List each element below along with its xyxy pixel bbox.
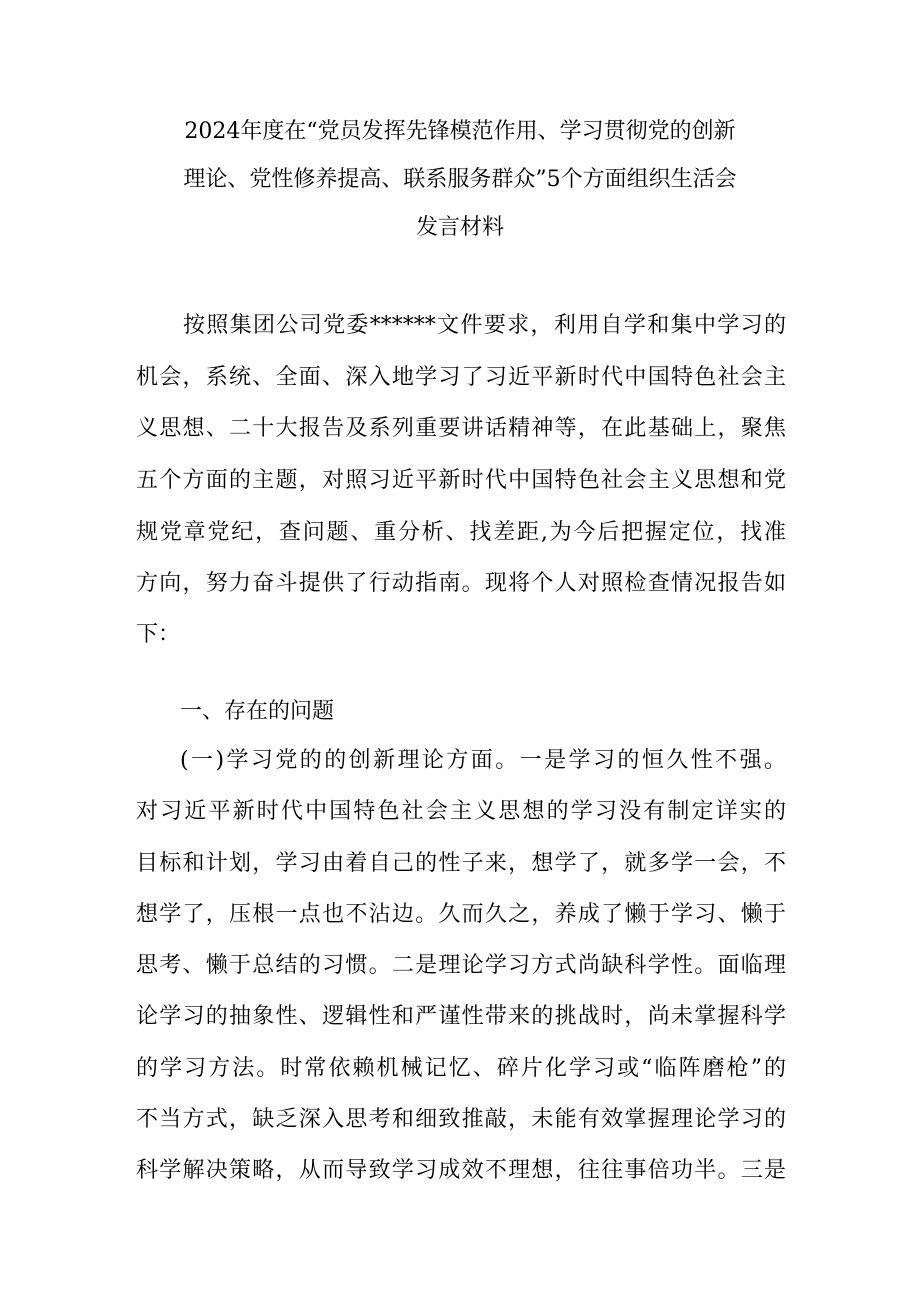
intro-line-5: 规党章党纪，查问题、重分析、找差距,为今后把握定位，找准 (136, 520, 786, 545)
body-line-8: 不当方式，缺乏深入思考和细致推敲，未能有效掌握理论学习的 (136, 1107, 786, 1132)
section-heading: 一、存在的问题 (180, 699, 335, 724)
body-line-9: 科学解决策略，从而导致学习成效不理想，往往事倍功半。三是 (136, 1158, 786, 1183)
title-line-1: 2024年度在“党员发挥先锋模范作用、学习贯彻党的创新 (184, 119, 736, 144)
body-line-3: 目标和计划，学习由着自己的性子来，想学了，就多学一会，不 (136, 851, 786, 876)
body-line-1: (一)学习党的的创新理论方面。一是学习的恒久性不强。 (180, 748, 786, 773)
body-line-5: 思考、懒于总结的习惯。二是理论学习方式尚缺科学性。面临理 (136, 953, 786, 978)
body-line-4: 想学了，压根一点也不沾边。久而久之，养成了懒于学习、懒于 (136, 902, 786, 927)
body-line-7: 的学习方法。时常依赖机械记忆、碎片化学习或“临阵磨枪”的 (136, 1056, 786, 1081)
title-line-3: 发言材料 (415, 215, 504, 240)
intro-line-1: 按照集团公司党委******文件要求，利用自学和集中学习的 (183, 313, 786, 338)
intro-line-3: 义思想、二十大报告及系列重要讲话精神等，在此基础上，聚焦 (136, 416, 786, 441)
intro-line-2: 机会，系统、全面、深入地学习了习近平新时代中国特色社会主 (136, 365, 786, 390)
body-line-6: 论学习的抽象性、逻辑性和严谨性带来的挑战时，尚未掌握科学 (136, 1004, 786, 1029)
title-line-2: 理论、党性修养提高、联系服务群众”5个方面组织生活会 (183, 167, 737, 192)
intro-line-6: 方向，努力奋斗提供了行动指南。现将个人对照检查情况报告如 (136, 571, 786, 596)
intro-line-7: 下： (136, 622, 181, 647)
body-line-2: 对习近平新时代中国特色社会主义思想的学习没有制定详实的 (136, 799, 786, 824)
intro-line-4: 五个方面的主题，对照习近平新时代中国特色社会主义思想和党 (136, 468, 786, 493)
